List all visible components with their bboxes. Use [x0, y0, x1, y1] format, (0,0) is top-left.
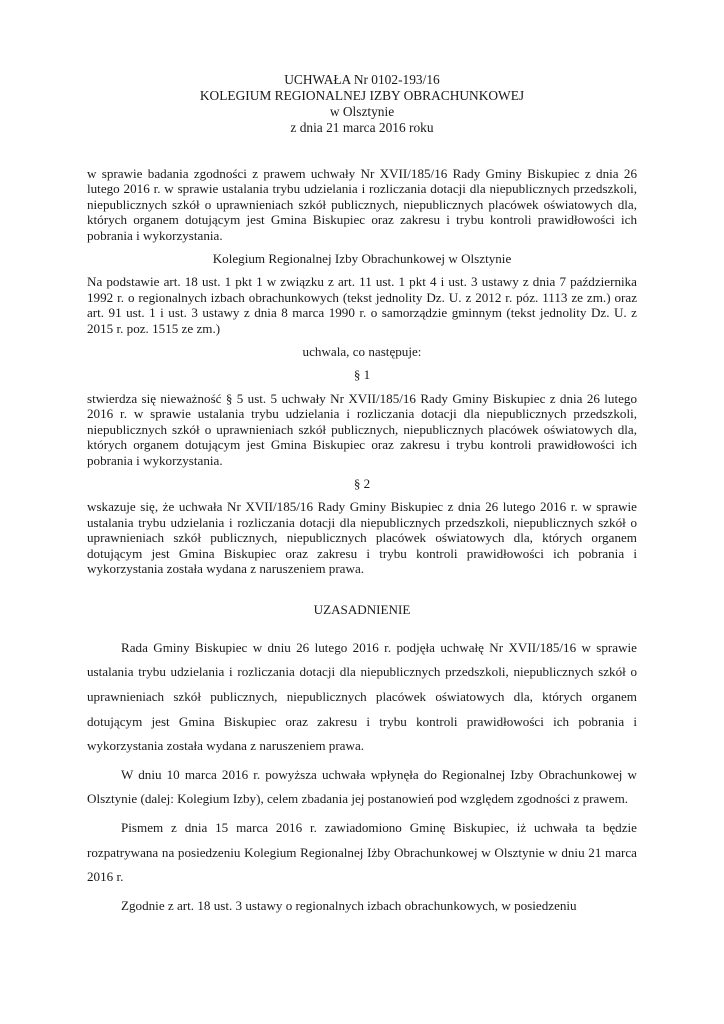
justification-title: UZASADNIENIE: [313, 602, 411, 618]
justification-paragraph: Zgodnie z art. 18 ust. 3 ustawy o regionalnych izbach obrachunkowych, w posiedzeniu: [121, 897, 577, 913]
section-mark-1: § 1: [353, 367, 371, 383]
legal-basis: Na podstawie art. 18 ust. 1 pkt 1 w związku z art. 11 ust. 1 pkt 4 i ust. 3 ustawy z dnia 7 października 1992 r. o regionalnych izbach obrachunkowych (tekst jednolity Dz. U. z 2012 r. póz. 1113 ze zm.) oraz art. 91 ust. 1 i ust. 3 ustawy z dnia 8 marca 1990 r. o samorządzie gminnym (tekst jednolity Dz. U. z 2015 r. poz. 1515 ze zm.): [87, 274, 637, 336]
issuing-location: w Olsztynie: [329, 104, 395, 119]
issuing-body: KOLEGIUM REGIONALNEJ IZBY OBRACHUNKOWEJ: [199, 88, 525, 103]
resolution-date: z dnia 21 marca 2016 roku: [290, 120, 434, 135]
justification-paragraph: Pismem z dnia 15 marca 2016 r. zawiadomiono Gminę Biskupiec, iż uchwała ta będzie rozpatrywana na posiedzeniu Kolegium Regionalnej Iżby Obrachunkowej w Olsztynie w dniu 21 marca 2016 r.: [87, 819, 637, 885]
section-text-1: stwierdza się nieważność § 5 ust. 5 uchwały Nr XVII/185/16 Rady Gminy Biskupiec z dnia 26 lutego 2016 r. w sprawie ustalania trybu udzielania i rozliczania dotacji dla niepublicznych przedszkoli, niepublicznych szkół o uprawnieniach szkół publicznych, niepublicznych placówek oświatowych dla, których organem dotującym jest Gmina Biskupiec oraz zakresu i trybu kontroli prawidłowości ich pobrania i wykorzystania.: [87, 390, 637, 468]
section-mark-2: § 2: [353, 475, 371, 491]
section-text-2: wskazuje się, że uchwała Nr XVII/185/16 Rady Gminy Biskupiec z dnia 26 lutego 2016 r. w sprawie ustalania trybu udzielania i rozliczania dotacji dla niepublicznych przedszkoli, niepublicznych szkół o uprawnieniach szkół publicznych, niepublicznych placówek oświatowych dla, których organem dotującym jest Gmina Biskupiec oraz zakresu i trybu kontroli prawidłowości ich pobrania i wykorzystania została wydana z naruszeniem prawa.: [87, 499, 637, 576]
resolves-line: uchwala, co następuje:: [302, 344, 422, 360]
justification-paragraph: Rada Gminy Biskupiec w dniu 26 lutego 2016 r. podjęła uchwałę Nr XVII/185/16 w sprawie ustalania trybu udzielania i rozliczania dotacji dla niepublicznych przedszkoli, niepublicznych szkół o uprawnieniach szkół publicznych, niepublicznych placówek oświatowych dla, których organem dotującym jest Gmina Biskupiec oraz zakresu i trybu kontroli prawidłowości ich pobrania i wykorzystania została wydana z naruszeniem prawa.: [87, 639, 637, 754]
document-page: [87, 72, 637, 922]
resolution-number: UCHWAŁA Nr 0102-193/16: [284, 72, 440, 87]
resolution-heading: [87, 72, 637, 136]
resolution-subject: w sprawie badania zgodności z prawem uchwały Nr XVII/185/16 Rady Gminy Biskupiec z dnia 26 lutego 2016 r. w sprawie ustalania trybu udzielania i rozliczania dotacji dla niepublicznych przedszkoli, niepublicznych szkół o uprawnieniach szkół publicznych, niepublicznych placówek oświatowych dla, których organem dotującym jest Gmina Biskupiec oraz zakresu i trybu kontroli prawidłowości ich pobrania i wykorzystania.: [87, 166, 637, 243]
justification-paragraph: W dniu 10 marca 2016 r. powyższa uchwała wpłynęła do Regionalnej Izby Obrachunkowej w Olsztynie (dalej: Kolegium Izby), celem zbadania jej postanowień pod względem zgodności z prawem.: [87, 766, 637, 807]
body-name: Kolegium Regionalnej Izby Obrachunkowej w Olsztynie: [212, 251, 512, 267]
